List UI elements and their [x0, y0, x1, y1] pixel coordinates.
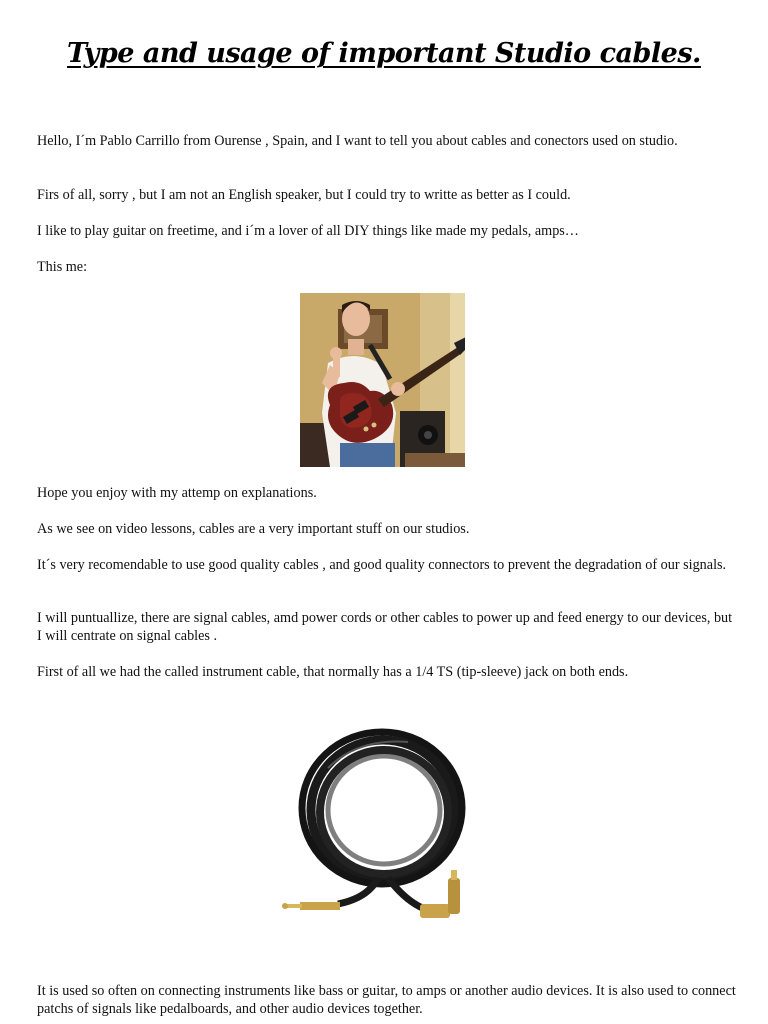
paragraph-hobbies: I like to play guitar on freetime, and i´m a lover of all DIY things like made my pedals, amps…	[37, 223, 579, 239]
instrument-cable-image	[278, 728, 494, 930]
paragraph-this-me: This me:	[37, 259, 88, 275]
paragraph-instrument-cable: First of all we had the called instrument cable, that normally has a 1/4 TS (tip-sleeve) jack on both ends.	[37, 664, 629, 680]
paragraph-apology: Firs of all, sorry , but I am not an English speaker, but I could try to writte as better as I could.	[37, 187, 571, 203]
paragraph-enjoy: Hope you enjoy with my attemp on explanations.	[37, 485, 317, 501]
author-with-guitar-image	[300, 293, 465, 467]
author-photo	[300, 293, 465, 467]
paragraph-usage: It is used so often on connecting instruments like bass or guitar, to amps or another audio devices. It is also used to connect patchs of signals like pedalboards, and other audio devices together.	[37, 983, 736, 1017]
paragraph-intro: Hello, I´m Pablo Carrillo from Ourense , Spain, and I want to tell you about cables and conectors used on studio.	[37, 133, 678, 149]
paragraph-cable-types: I will puntuallize, there are signal cables, amd power cords or other cables to power up and feed energy to our devices, but I will centrate on signal cables .	[37, 610, 733, 644]
document-title: Type and usage of important Studio cables.	[67, 38, 701, 69]
cable-coil-icon	[278, 728, 494, 930]
paragraph-quality: It´s very recomendable to use good quality cables , and good quality connectors to prevent the degradation of our signals.	[37, 557, 727, 573]
paragraph-importance: As we see on video lessons, cables are a very important stuff on our studios.	[37, 521, 470, 537]
